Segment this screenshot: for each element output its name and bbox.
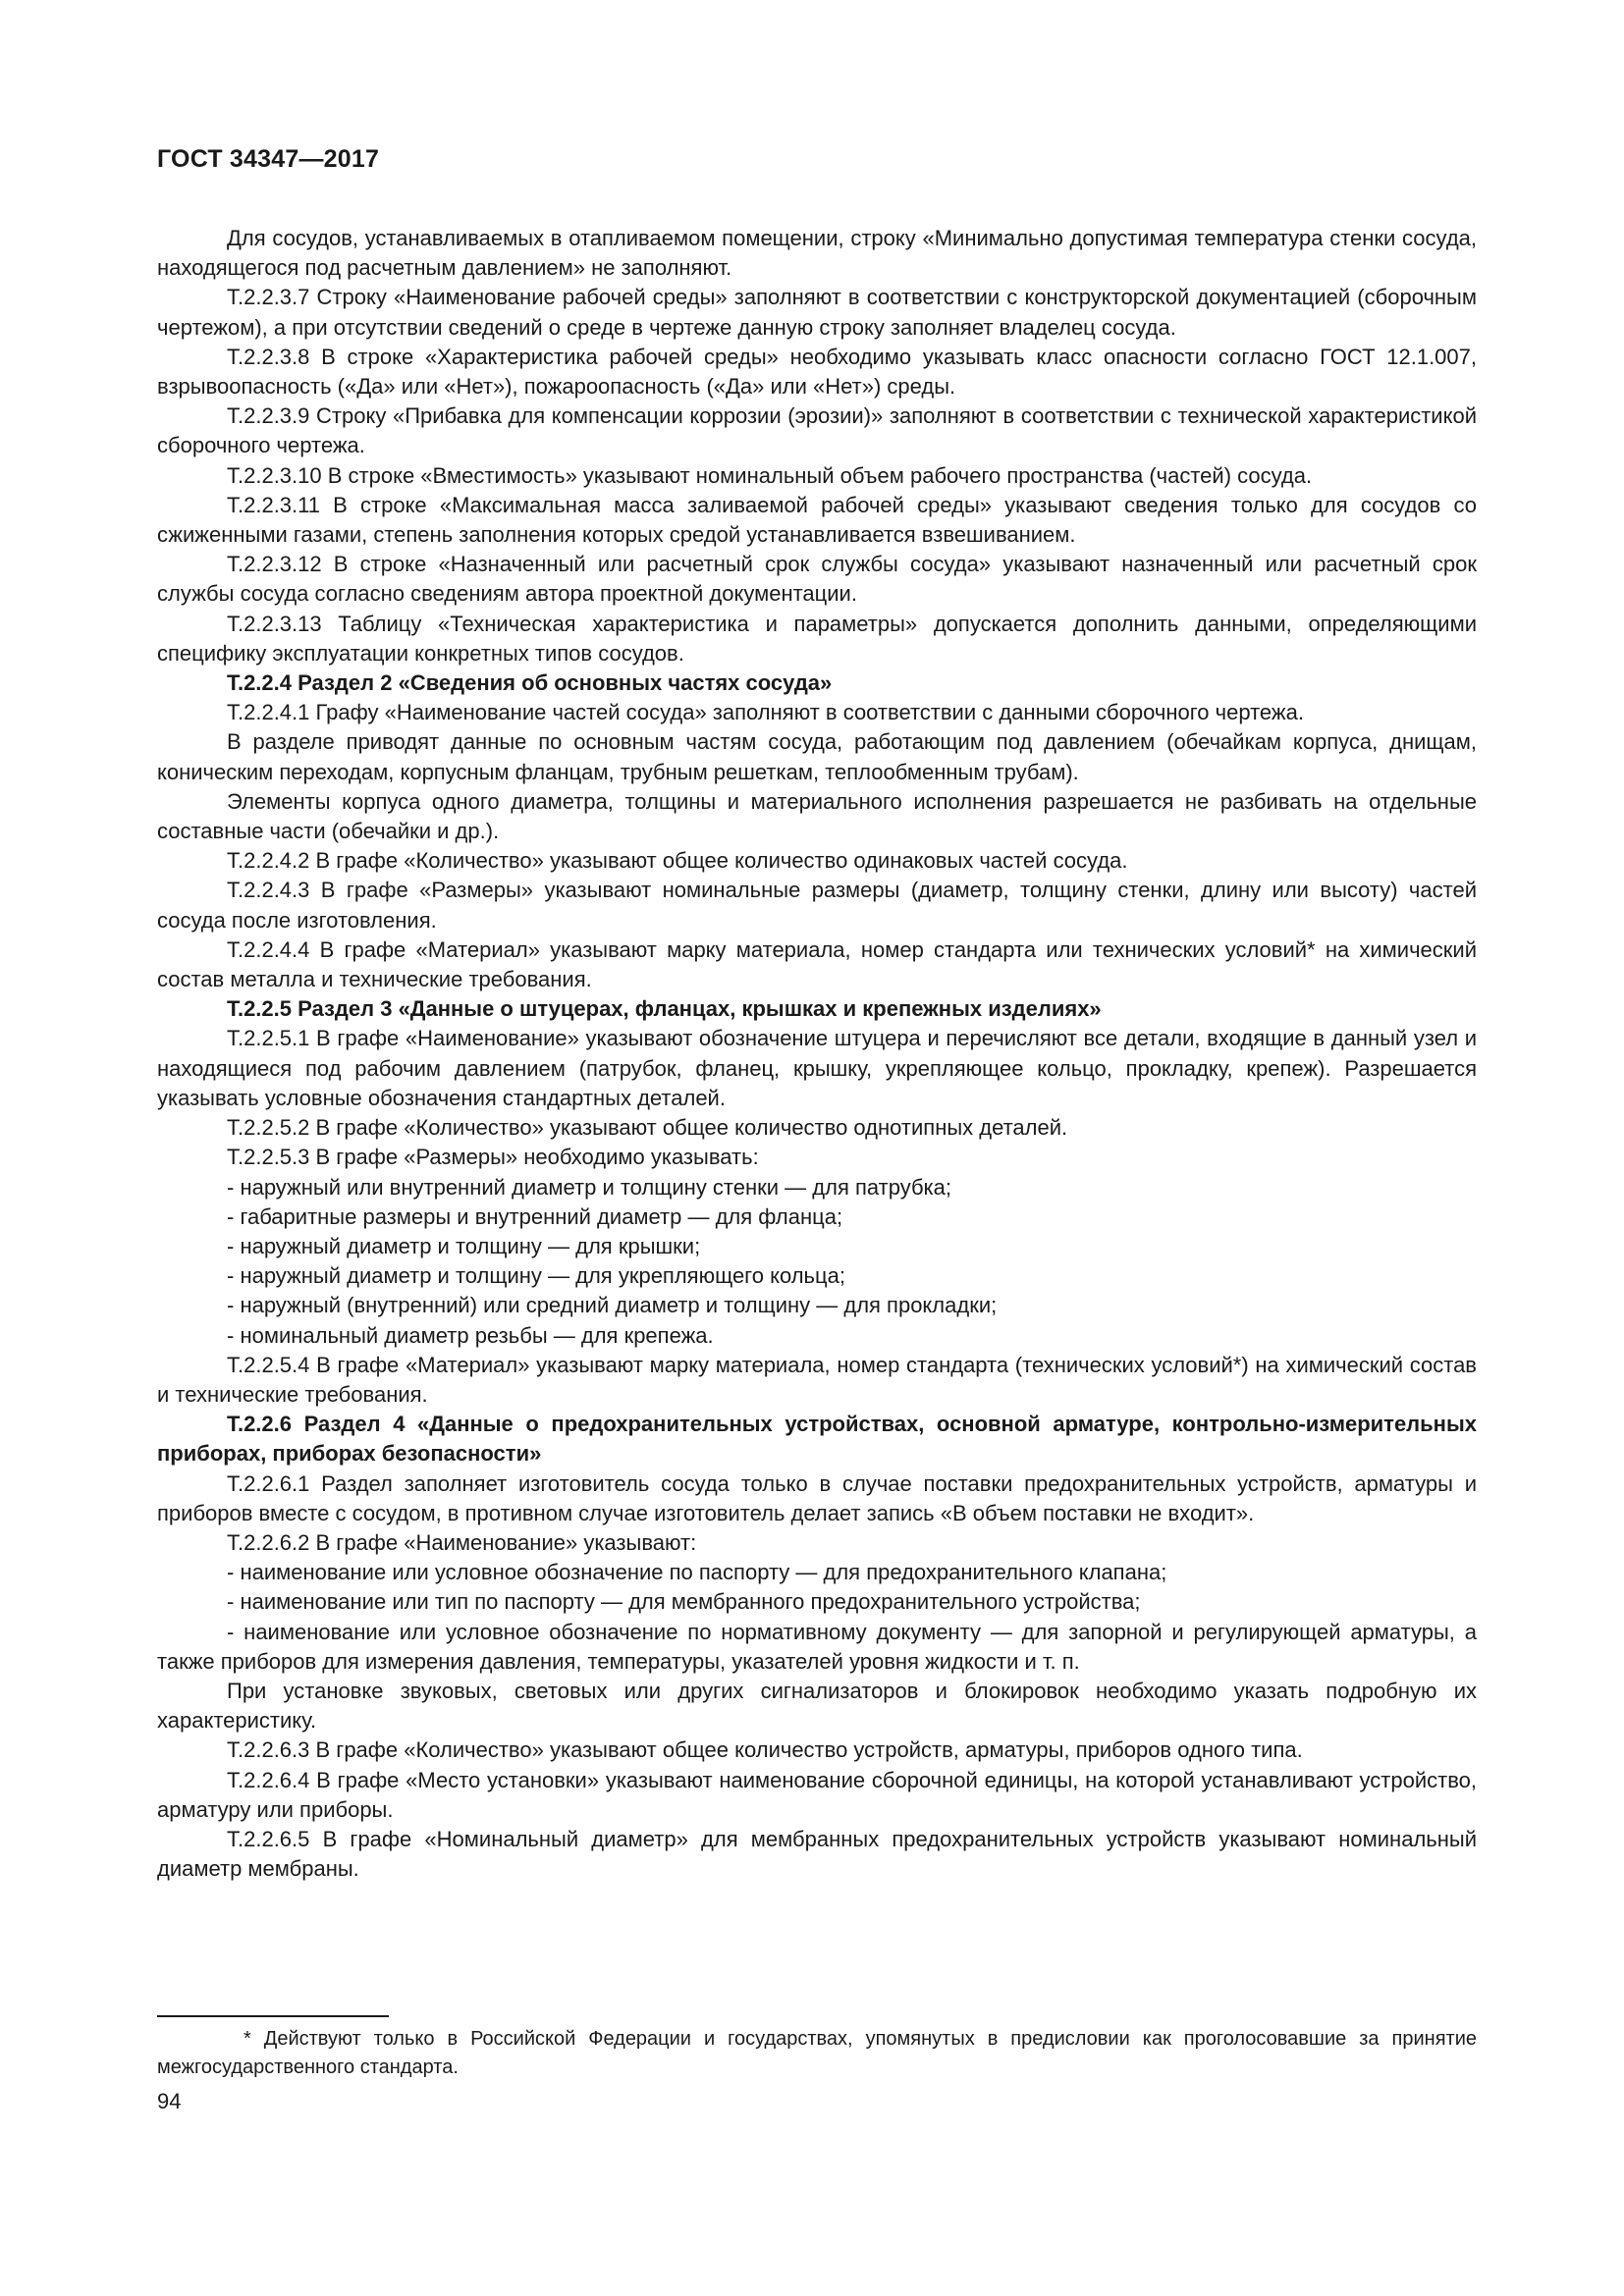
document-header: ГОСТ 34347—2017 <box>157 145 380 173</box>
paragraph: Т.2.2.3.9 Строку «Прибавка для компенсации коррозии (эрозии)» заполняют в соответствии с технической характеристикой сборочного чертежа. <box>157 403 1477 458</box>
paragraph: Т.2.2.6.4 В графе «Место установки» указывают наименование сборочной единицы, на которой устанавливают устройство, арматуру или приборы. <box>157 1767 1477 1822</box>
paragraph: Т.2.2.4.3 В графе «Размеры» указывают номинальные размеры (диаметр, толщину стенки, длину или высоту) частей сосуда после изготовления. <box>157 878 1477 933</box>
document-body <box>157 224 1477 1884</box>
list-item: - номинальный диаметр резьбы — для крепежа. <box>227 1322 714 1348</box>
section-heading: Т.2.2.4 Раздел 2 «Сведения об основных частях сосуда» <box>227 670 833 696</box>
list-item: - наружный диаметр и толщину — для укрепляющего кольца; <box>227 1263 845 1289</box>
footnote: * Действуют только в Российской Федерации и государствах, упомянутых в предисловии как проголосовавшие за принятие межгосударственного стандарта. <box>157 2028 1477 2078</box>
paragraph: Т.2.2.6.2 В графе «Наименование» указывают: <box>227 1529 697 1555</box>
list-item: - наружный диаметр и толщину — для крышки; <box>227 1233 701 1258</box>
paragraph: Т.2.2.3.10 В строке «Вместимость» указывают номинальный объем рабочего пространства (частей) сосуда. <box>227 462 1313 488</box>
paragraph: Т.2.2.5.2 В графе «Количество» указывают общее количество однотипных деталей. <box>227 1115 1068 1141</box>
paragraph: Т.2.2.3.12 В строке «Назначенный или расчетный срок службы сосуда» указывают назначенный или расчетный срок службы сосуда согласно сведениям автора проектной документации. <box>157 552 1477 607</box>
list-item: - наружный или внутренний диаметр и толщину стенки — для патрубка; <box>227 1174 952 1200</box>
paragraph: Т.2.2.5.3 В графе «Размеры» необходимо указывать: <box>227 1145 759 1170</box>
paragraph: Т.2.2.5.4 В графе «Материал» указывают марку материала, номер стандарта (технических условий*) на химический состав и технические требования. <box>157 1352 1477 1407</box>
paragraph: Т.2.2.4.4 В графе «Материал» указывают марку материала, номер стандарта или технических условий* на химический состав металла и технические требования. <box>157 936 1477 992</box>
paragraph: Т.2.2.6.1 Раздел заполняет изготовитель сосуда только в случае поставки предохранительных устройств, арматуры и приборов вместе с сосудом, в противном случае изготовитель делает запись «В объем поставки не входит». <box>157 1470 1477 1525</box>
section-heading: Т.2.2.5 Раздел 3 «Данные о штуцерах, фланцах, крышках и крепежных изделиях» <box>227 996 1102 1022</box>
paragraph: Т.2.2.5.1 В графе «Наименование» указывают обозначение штуцера и перечисляют все детали, входящие в данный узел и находящиеся под рабочим давлением (патрубок, фланец, крышку, укрепляющее кольцо, прокладку, крепеж). Разрешается указывать условные обозначения стандартных деталей. <box>157 1026 1477 1110</box>
list-item: - наименование или тип по паспорту — для мембранного предохранительного устройства; <box>227 1589 1141 1615</box>
section-heading: Т.2.2.6 Раздел 4 «Данные о предохранительных устройствах, основной арматуре, контрольно-измерительных приборах, приборах безопасности» <box>157 1412 1477 1467</box>
list-item: - наименование или условное обозначение по паспорту — для предохранительного клапана; <box>227 1560 1167 1585</box>
paragraph: Элементы корпуса одного диаметра, толщины и материального исполнения разрешается не разбивать на отдельные составные части (обечайки и др.). <box>157 788 1477 844</box>
list-item: - габаритные размеры и внутренний диаметр — для фланца; <box>227 1203 843 1229</box>
paragraph: Т.2.2.3.11 В строке «Максимальная масса заливаемой рабочей среды» указывают сведения только для сосудов со сжиженными газами, степень заполнения которых средой устанавливается взвешиванием. <box>157 492 1477 548</box>
page-number: 94 <box>157 2089 182 2113</box>
paragraph: В разделе приводят данные по основным частям сосуда, работающим под давлением (обечайкам корпуса, днищам, коническим переходам, корпусным фланцам, трубным решеткам, теплообменным трубам). <box>157 729 1477 784</box>
paragraph: При установке звуковых, световых или других сигнализаторов и блокировок необходимо указать подробную их характеристику. <box>157 1678 1477 1734</box>
paragraph: Т.2.2.4.2 В графе «Количество» указывают общее количество одинаковых частей сосуда. <box>227 848 1128 874</box>
footnote-divider <box>157 2015 389 2017</box>
paragraph: Т.2.2.6.3 В графе «Количество» указывают общее количество устройств, арматуры, приборов одного типа. <box>227 1737 1303 1763</box>
list-item: - наименование или условное обозначение по нормативному документу — для запорной и регулирующей арматуры, а также приборов для измерения давления, температуры, указателей уровня жидкости и т. п. <box>157 1619 1477 1674</box>
paragraph: Т.2.2.3.8 В строке «Характеристика рабочей среды» необходимо указывать класс опасности согласно ГОСТ 12.1.007, взрывоопасность («Да» или «Нет»), пожароопасность («Да» или «Нет») среды. <box>157 344 1477 400</box>
paragraph: Т.2.2.3.13 Таблицу «Техническая характеристика и параметры» допускается дополнить данными, определяющими специфику эксплуатации конкретных типов сосудов. <box>157 611 1477 666</box>
paragraph: Т.2.2.3.7 Строку «Наименование рабочей среды» заполняют в соответствии с конструкторской документацией (сборочным чертежом), а при отсутствии сведений о среде в чертеже данную строку заполняет владелец сосуда. <box>157 285 1477 340</box>
paragraph: Т.2.2.4.1 Графу «Наименование частей сосуда» заполняют в соответствии с данными сборочного чертежа. <box>227 700 1304 725</box>
paragraph: Т.2.2.6.5 В графе «Номинальный диаметр» для мембранных предохранительных устройств указывают номинальный диаметр мембраны. <box>157 1826 1477 1882</box>
paragraph: Для сосудов, устанавливаемых в отапливаемом помещении, строку «Минимально допустимая температура стенки сосуда, находящегося под расчетным давлением» не заполняют. <box>157 226 1477 281</box>
list-item: - наружный (внутренний) или средний диаметр и толщину — для прокладки; <box>227 1293 998 1318</box>
